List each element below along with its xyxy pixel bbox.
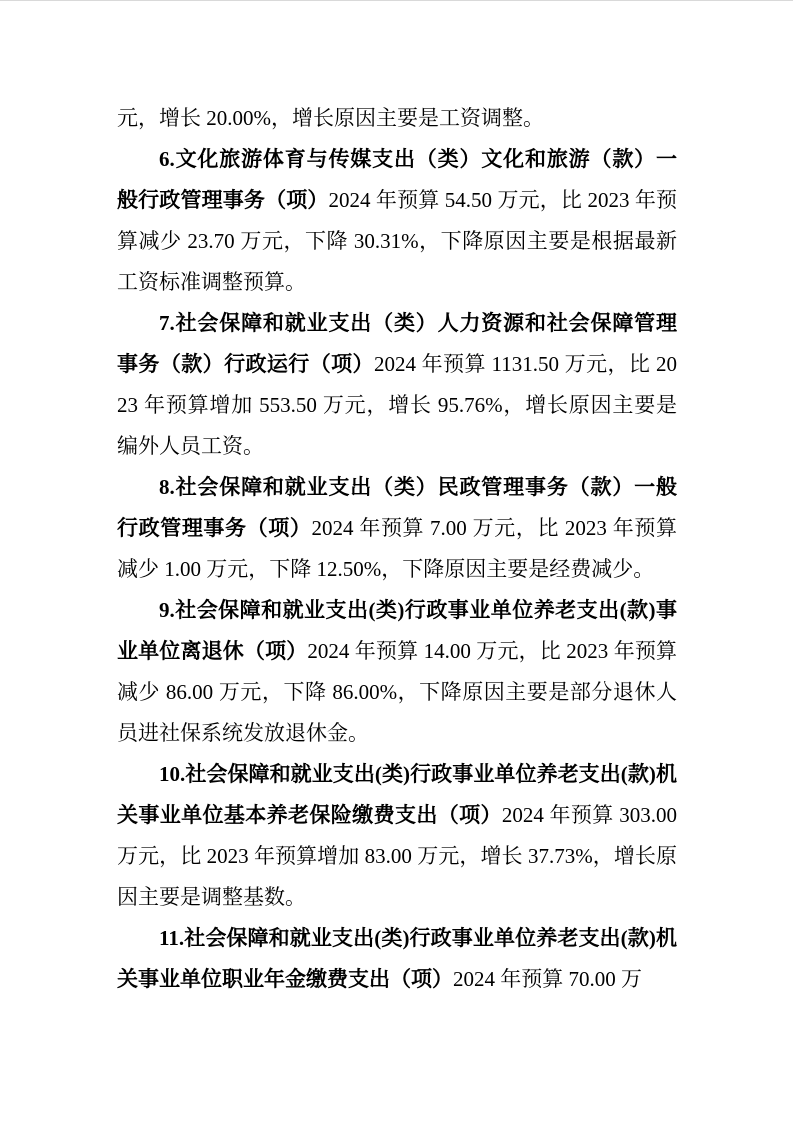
paragraph-body: 2024 年预算 70.00 万 <box>453 967 642 991</box>
budget-item-heading: 11.社会保障和就业支出(类)行政事业单位养老支出(款)机关事业单位职业年金缴费支出（项） <box>117 926 677 991</box>
budget-item-heading: 6.文化旅游体育与传媒支出（类）文化和旅游（款）一般行政管理事务（项） <box>117 147 677 212</box>
paragraph-continuation <box>117 98 677 139</box>
budget-item-7 <box>117 303 677 467</box>
paragraph-body: 2024 年预算 14.00 万元，比 2023 年预算减少 86.00 万元，下降 86.00%，下降原因主要是部分退休人员进社保系统发放退休金。 <box>117 639 678 745</box>
paragraph-body: 2024 年预算 7.00 万元，比 2023 年预算减少 1.00 万元，下降 12.50%，下降原因主要是经费减少。 <box>117 516 678 581</box>
budget-item-heading: 9.社会保障和就业支出(类)行政事业单位养老支出(款)事业单位离退休（项） <box>117 598 677 663</box>
paragraph-body: 2024 年预算 303.00 万元，比 2023 年预算增加 83.00 万元，增长 37.73%，增长原因主要是调整基数。 <box>117 803 678 909</box>
budget-item-heading: 10.社会保障和就业支出(类)行政事业单位养老支出(款)机关事业单位基本养老保险缴费支出（项） <box>117 762 677 827</box>
paragraph-body: 2024 年预算 1131.50 万元，比 2023 年预算增加 553.50 万元，增长 95.76%，增长原因主要是编外人员工资。 <box>117 352 677 458</box>
budget-item-heading: 7.社会保障和就业支出（类）人力资源和社会保障管理事务（款）行政运行（项） <box>117 311 677 376</box>
budget-item-8 <box>117 467 677 590</box>
budget-item-11 <box>117 918 677 1000</box>
document-body-text <box>117 98 677 1000</box>
budget-item-6 <box>117 139 677 303</box>
budget-item-10 <box>117 754 677 918</box>
budget-item-heading: 8.社会保障和就业支出（类）民政管理事务（款）一般行政管理事务（项） <box>117 475 677 540</box>
budget-item-9 <box>117 590 677 754</box>
paragraph-body: 2024 年预算 54.50 万元，比 2023 年预算减少 23.70 万元，下降 30.31%，下降原因主要是根据最新工资标准调整预算。 <box>117 188 678 294</box>
paragraph-body: 元，增长 20.00%，增长原因主要是工资调整。 <box>117 106 544 130</box>
